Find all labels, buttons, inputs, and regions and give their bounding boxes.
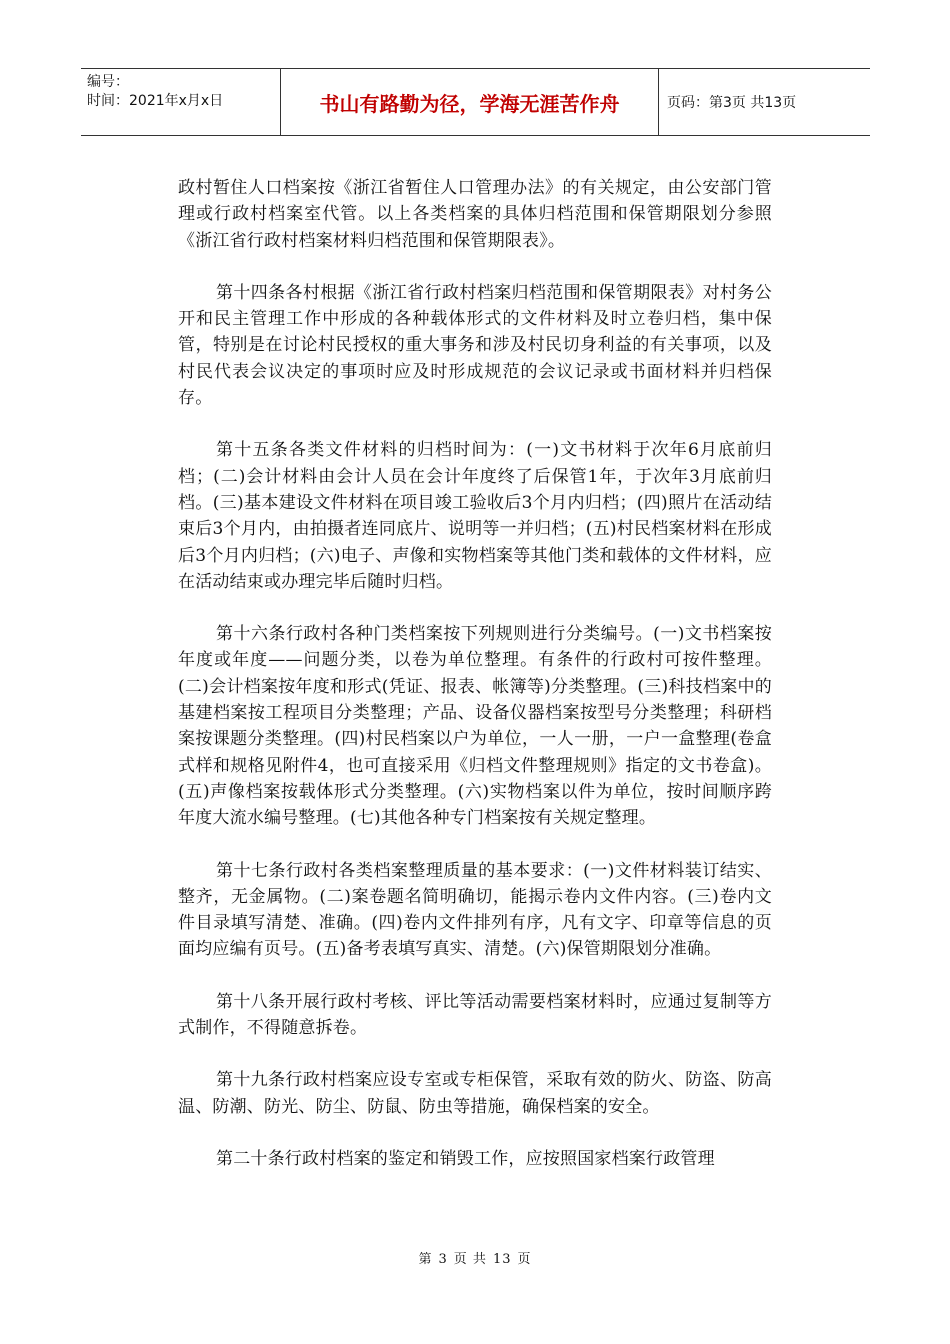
header-meta	[81, 69, 281, 135]
paragraph-article-15: 第十五条各类文件材料的归档时间为：(一)文书材料于次年6月底前归档；(二)会计材料由会计人员在会计年度终了后保管1年，于次年3月底前归档。(三)基本建设文件材料在项目竣工验收后3个月内归档；(四)照片在活动结束后3个月内，由拍摄者连同底片、说明等一并归档；(五)村民档案材料在形成后3个月内归档；(六)电子、声像和实物档案等其他门类和载体的文件材料，应在活动结束或办理完毕后随时归档。	[178, 440, 772, 592]
document-number-label: 编号：	[87, 74, 129, 90]
footer-prefix: 第	[418, 1252, 433, 1267]
document-body	[178, 175, 772, 1198]
paragraph-article-19: 第十九条行政村档案应设专室或专柜保管，采取有效的防火、防盗、防高温、防潮、防光、防尘、防鼠、防虫等措施，确保档案的安全。	[178, 1070, 772, 1117]
paragraph-continuation: 政村暂住人口档案按《浙江省暂住人口管理办法》的有关规定，由公安部门管理或行政村档案室代管。以上各类档案的具体归档范围和保管期限划分参照《浙江省行政村档案材料归档范围和保管期限表》。	[178, 178, 772, 251]
paragraph-article-14: 第十四条各村根据《浙江省行政村档案归档范围和保管期限表》对村务公开和民主管理工作中形成的各种载体形式的文件材料及时立卷归档，集中保管，特别是在讨论村民授权的重大事务和涉及村民切身利益的有关事项，以及村民代表会议决定的事项时应及时形成规范的会议记录或书面材料并归档保存。	[178, 282, 772, 409]
paragraph-article-20: 第二十条行政村档案的鉴定和销毁工作，应按照国家档案行政管理	[216, 1148, 715, 1169]
footer-total-pages: 13	[492, 1252, 512, 1267]
paragraph-article-18: 第十八条开展行政村考核、评比等活动需要档案材料时，应通过复制等方式制作，不得随意拆卷。	[178, 991, 772, 1039]
page-footer	[0, 1248, 950, 1267]
paragraph-article-17: 第十七条行政村各类档案整理质量的基本要求：(一)文件材料装订结实、整齐，无金属物。(二)案卷题名简明确切，能揭示卷内文件内容。(三)卷内文件目录填写清楚、准确。(四)卷内文件排列有序，凡有文字、印章等信息的页面均应编有页号。(五)备考表填写真实、清楚。(六)保管期限划分准确。	[178, 860, 772, 960]
footer-current-page: 3	[438, 1252, 448, 1267]
page-header	[81, 68, 870, 136]
footer-middle: 页 共	[453, 1252, 487, 1267]
footer-suffix: 页	[517, 1252, 532, 1267]
header-page-info: 页码：第3页 共13页	[667, 95, 797, 111]
header-motto: 书山有路勤为径，学海无涯苦作舟	[281, 69, 659, 135]
document-time-label: 时间：2021年x月x日	[87, 93, 224, 109]
paragraph-article-16: 第十六条行政村各种门类档案按下列规则进行分类编号。(一)文书档案按年度或年度——问题分类，以卷为单位整理。有条件的行政村可按件整理。(二)会计档案按年度和形式(凭证、报表、帐簿等)分类整理。(三)科技档案中的基建档案按工程项目分类整理；产品、设备仪器档案按型号分类整理；科研档案按课题分类整理。(四)村民档案以户为单位，一人一册，一户一盒整理(卷盒式样和规格见附件4，也可直接采用《归档文件整理规则》指定的文书卷盒)。(五)声像档案按载体形式分类整理。(六)实物档案以件为单位，按时间顺序跨年度大流水编号整理。(七)其他各种专门档案按有关规定整理。	[178, 624, 772, 829]
